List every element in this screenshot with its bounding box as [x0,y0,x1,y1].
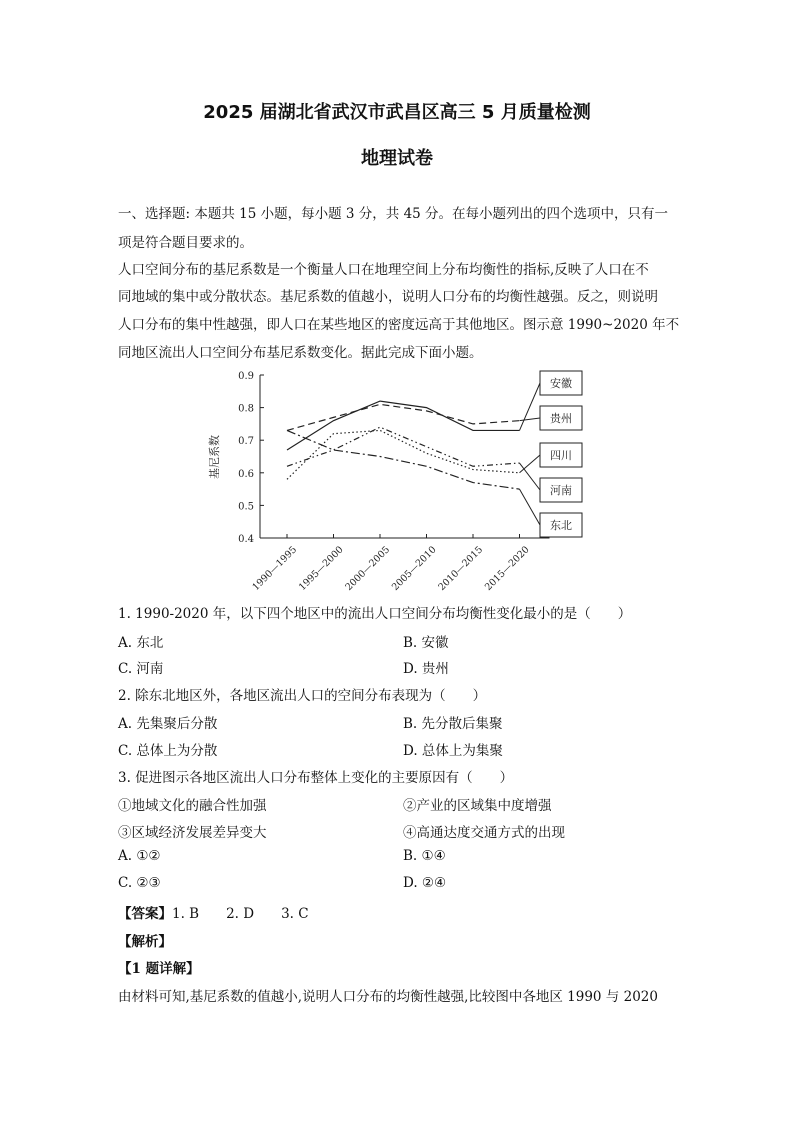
legend-leader-line [520,463,541,490]
y-tick-label: 0.4 [238,534,254,545]
question-3-item-4: ④高通达度交通方式的出现 [403,825,565,841]
question-3-item-2: ②产业的区域集中度增强 [403,798,552,814]
passage-line-3: 人口分布的集中性越强，即人口在某些地区的密度远高于其他地区。图示意 1990~2020 年不 [118,317,680,333]
passage-line-4: 同地区流出人口空间分布基尼系数变化。据此完成下面小题。 [118,345,483,361]
question-1-option-d[interactable]: D. 贵州 [403,661,449,677]
legend-leader-line [520,383,541,430]
question-3-stem: 3. 促进图示各地区流出人口分布整体上变化的主要原因有（ ） [118,770,514,786]
answer-text: 1. B 2. D 3. C [172,906,309,922]
page-title: 2025 届湖北省武汉市武昌区高三 5 月质量检测 [203,102,591,123]
answer-line [118,902,309,922]
x-tick-label: 2005—2010 [389,544,439,594]
question-3-option-a[interactable]: A. ①② [118,848,161,864]
passage-line-1: 人口空间分布的基尼系数是一个衡量人口在地理空间上分布均衡性的指标,反映了人口在不 [118,262,649,278]
question-3-option-c[interactable]: C. ②③ [118,875,161,891]
question-2-option-c[interactable]: C. 总体上为分散 [118,743,218,759]
passage-line-2: 同地域的集中或分散状态。基尼系数的值越小，说明人口分布的均衡性越强。反之，则说明 [118,289,658,305]
x-tick-label: 2010—2015 [436,544,486,594]
y-tick-label: 0.7 [238,436,254,448]
series-line [287,430,520,489]
legend-label: 贵州 [550,412,572,425]
gini-line-chart [200,362,600,602]
question-2-option-a[interactable]: A. 先集聚后分散 [118,716,218,732]
y-tick-label: 0.6 [238,468,254,480]
question-1-stem: 1. 1990-2020 年，以下四个地区中的流出人口空间分布均衡性变化最小的是（ ） [118,606,632,622]
legend-leader-line [520,455,541,473]
question-3-item-3: ③区域经济发展差异变大 [118,825,267,841]
section-intro-line-1: 一、选择题: 本题共 15 小题，每小题 3 分，共 45 分。在每小题列出的四个选项中，只有一 [118,206,669,222]
legend-leader-line [520,489,541,525]
legend-label: 安徽 [550,377,572,390]
legend-label: 东北 [550,519,572,532]
section-intro-line-2: 项是符合题目要求的。 [118,235,253,251]
legend-leader-line [520,418,541,421]
y-axis-label: 基尼系数 [208,435,221,479]
y-tick-label: 0.5 [238,501,254,513]
y-tick-label: 0.8 [238,403,254,415]
legend-label: 河南 [550,484,572,497]
series-line [287,401,520,450]
answer-label: 【答案】 [118,906,172,922]
question-2-option-b[interactable]: B. 先分散后集聚 [403,716,503,732]
page-subtitle: 地理试卷 [361,148,433,169]
question-3-option-b[interactable]: B. ①④ [403,848,446,864]
legend-label: 四川 [550,449,572,462]
analysis-sub-label: 【1 题详解】 [118,961,200,977]
x-tick-label: 1995—2000 [296,544,346,594]
question-1-option-a[interactable]: A. 东北 [118,635,164,651]
y-tick-label: 0.9 [238,371,254,382]
question-1-option-b[interactable]: B. 安徽 [403,635,449,651]
series-line [287,427,520,466]
question-3-item-1: ①地域文化的融合性加强 [118,798,267,814]
x-tick-label: 1990—1995 [250,544,300,594]
question-3-option-d[interactable]: D. ②④ [403,875,447,891]
question-2-stem: 2. 除东北地区外，各地区流出人口的空间分布表现为（ ） [118,688,487,704]
x-tick-label: 2000—2005 [343,544,393,594]
analysis-label: 【解析】 [118,934,172,950]
series-line [287,430,520,479]
analysis-line-1: 由材料可知,基尼系数的值越小,说明人口分布的均衡性越强,比较图中各地区 1990 与 2020 [118,989,658,1005]
question-2-option-d[interactable]: D. 总体上为集聚 [403,743,503,759]
question-1-option-c[interactable]: C. 河南 [118,661,164,677]
series-line [287,404,520,430]
x-tick-label: 2015—2020 [482,544,532,594]
